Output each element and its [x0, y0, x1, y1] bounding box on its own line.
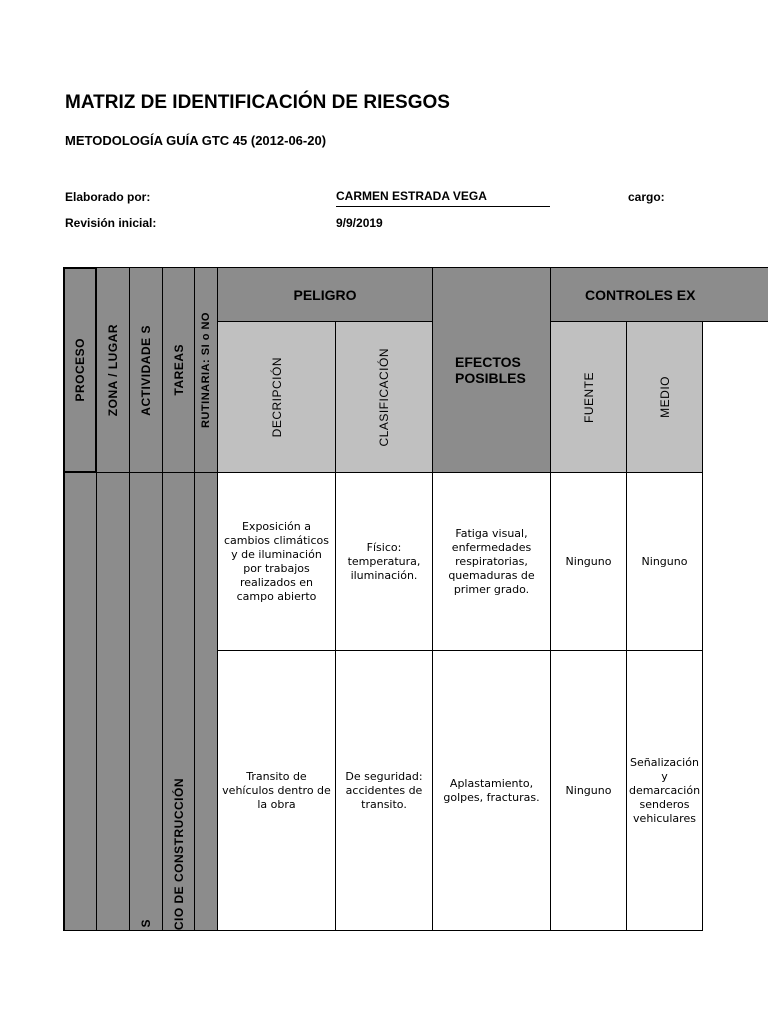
row1-clasificacion: Físico: temperatura, iluminación. — [335, 472, 433, 651]
body-rutinaria — [194, 472, 218, 931]
row2-descripcion: Transito de vehículos dentro de la obra — [217, 650, 336, 931]
header-actividades-label: ACTIVIDADE S — [139, 324, 153, 416]
cargo-label: cargo: — [628, 190, 665, 204]
header-peligro: PELIGRO — [217, 267, 433, 322]
body-tareas-label: CIO DE CONSTRUCCIÓN — [171, 777, 186, 930]
row1-medio: Ninguno — [626, 472, 703, 651]
elaborado-label: Elaborado por: — [65, 190, 151, 204]
row1-efectos: Fatiga visual, enfermedades respiratorias, quemaduras de primer grado. — [432, 472, 551, 651]
header-zona — [96, 267, 130, 473]
body-tareas — [162, 472, 195, 931]
page-bottom-margin — [0, 931, 768, 1024]
header-tareas-label: TAREAS — [171, 344, 186, 396]
revision-value: 9/9/2019 — [336, 216, 383, 230]
header-clasificacion — [335, 321, 433, 473]
header-clasificacion-label: CLASIFICACIÓN — [377, 347, 391, 447]
header-actividades — [129, 267, 163, 473]
header-zona-label: ZONA / LUGAR — [106, 323, 120, 417]
body-zona — [96, 472, 130, 931]
header-descripcion — [217, 321, 336, 473]
document-subtitle: METODOLOGÍA GUÍA GTC 45 (2012-06-20) — [65, 133, 327, 148]
row2-clasificacion: De seguridad: accidentes de transito. — [335, 650, 433, 931]
header-rutinaria — [194, 267, 218, 473]
header-medio-label: MEDIO — [657, 376, 672, 418]
row2-efectos: Aplastamiento, golpes, fracturas. — [432, 650, 551, 931]
header-controles: CONTROLES EX — [550, 267, 768, 322]
header-descripcion-label: DECRIPCIÓN — [269, 356, 284, 438]
header-proceso-label: PROCESO — [73, 338, 87, 402]
header-rutinaria-label: RUTINARIA: SI o NO — [200, 312, 212, 428]
row2-fuente: Ninguno — [550, 650, 627, 931]
header-tareas — [162, 267, 195, 473]
elaborado-value: CARMEN ESTRADA VEGA — [336, 189, 550, 207]
header-fuente-label: FUENTE — [581, 371, 596, 423]
header-fuente — [550, 321, 627, 473]
body-proceso — [63, 472, 97, 931]
revision-label: Revisión inicial: — [65, 216, 157, 230]
body-actividades — [129, 472, 163, 931]
row1-descripcion: Exposición a cambios climáticos y de iluminación por trabajos realizados en campo abierto — [217, 472, 336, 651]
document-title: MATRIZ DE IDENTIFICACIÓN DE RIESGOS — [65, 92, 450, 113]
row1-fuente: Ninguno — [550, 472, 627, 651]
row2-medio: Señalización y demarcación senderos vehiculares — [626, 650, 703, 931]
header-proceso — [63, 267, 97, 473]
header-medio — [626, 321, 703, 473]
header-efectos: EFECTOS POSIBLES — [432, 267, 551, 473]
body-actividades-label: S — [139, 919, 153, 928]
